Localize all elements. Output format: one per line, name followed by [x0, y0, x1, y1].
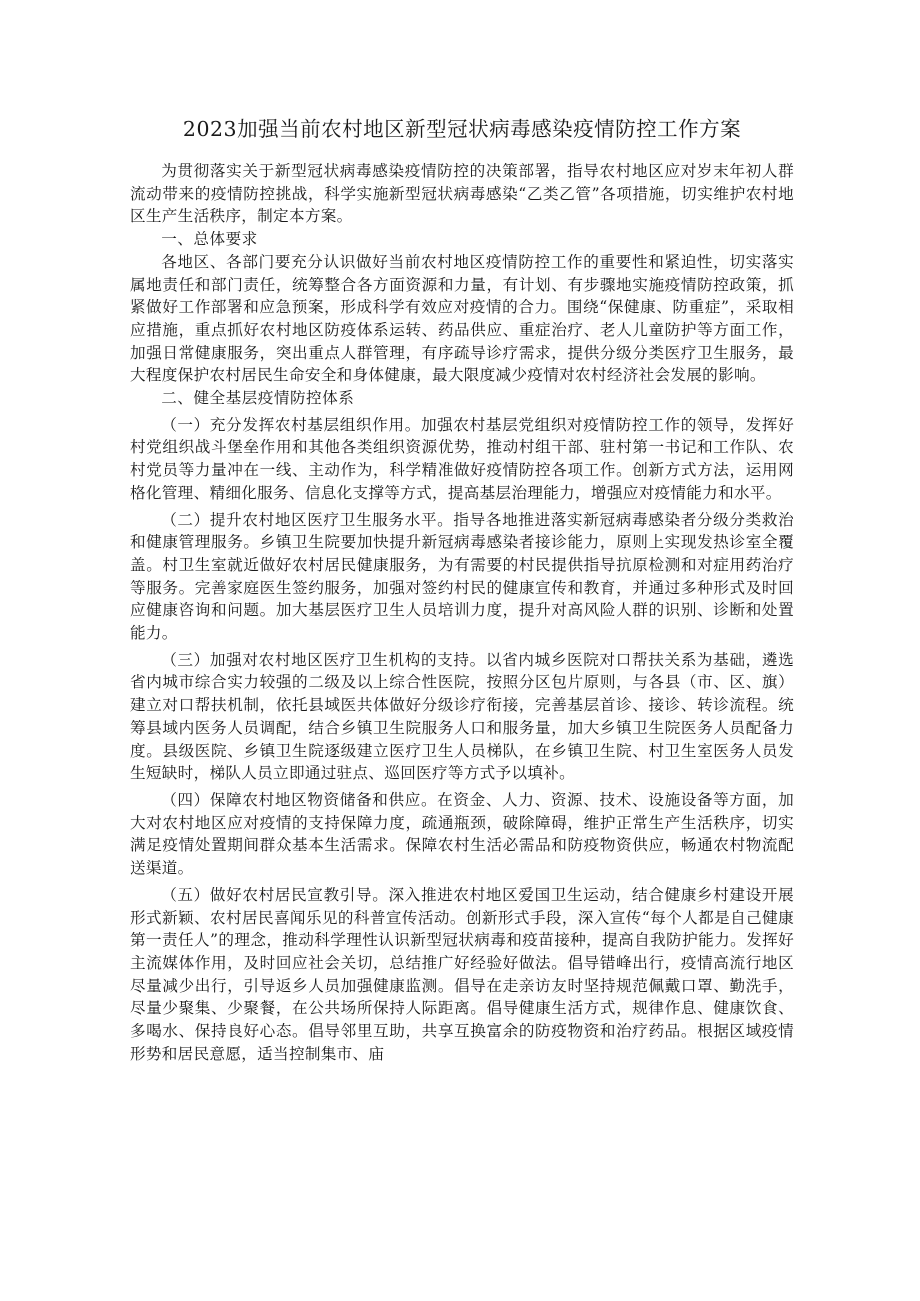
- subsection-1-paragraph: （一）充分发挥农村基层组织作用。加强农村基层党组织对疫情防控工作的领导，发挥好村党组织战斗堡垒作用和其他各类组织资源优势，推动村组干部、驻村第一书记和工作队、农村党员等力量冲在一线、主动作为，科学精准做好疫情防控各项工作。创新方式方法，运用网格化管理、精细化服务、信息化支撑等方式，提高基层治理能力，增强应对疫情能力和水平。: [130, 415, 794, 502]
- section-heading-overall-requirements: 一、总体要求: [161, 230, 258, 249]
- document-page: [130, 112, 794, 1065]
- subsection-3-paragraph: （三）加强对农村地区医疗卫生机构的支持。以省内城乡医院对口帮扶关系为基础，遴选省内城市综合实力较强的二级及以上综合性医院，按照分区包片原则，与各县（市、区、旗）建立对口帮扶机制，依托县域医共体做好分级诊疗衔接，完善基层首诊、接诊、转诊流程。统筹县域内医务人员调配，结合乡镇卫生院服务人口和服务量，加大乡镇卫生院医务人员配备力度。县级医院、乡镇卫生院逐级建立医疗卫生人员梯队，在乡镇卫生院、村卫生室医务人员发生短缺时，梯队人员立即通过驻点、巡回医疗等方式予以填补。: [130, 650, 794, 783]
- overall-requirements-paragraph: 各地区、各部门要充分认识做好当前农村地区疫情防控工作的重要性和紧迫性，切实落实属地责任和部门责任，统筹整合各方面资源和力量，有计划、有步骤地实施疫情防控政策，抓紧做好工作部署和应急预案，形成科学有效应对疫情的合力。围绕“保健康、防重症”，采取相应措施，重点抓好农村地区防疫体系运转、药品供应、重症治疗、老人儿童防护等方面工作，加强日常健康服务，突出重点人群管理，有序疏导诊疗需求，提供分级分类医疗卫生服务，最大程度保护农村居民生命安全和身体健康，最大限度减少疫情对农村经济社会发展的影响。: [130, 252, 794, 385]
- document-title: 2023加强当前农村地区新型冠状病毒感染疫情防控工作方案: [182, 117, 742, 141]
- intro-paragraph: 为贯彻落实关于新型冠状病毒感染疫情防控的决策部署，指导农村地区应对岁末年初人群流动带来的疫情防控挑战，科学实施新型冠状病毒感染“乙类乙管”各项措施，切实维护农村地区生产生活秩序，制定本方案。: [130, 162, 794, 226]
- subsection-4-paragraph: （四）保障农村地区物资储备和供应。在资金、人力、资源、技术、设施设备等方面，加大对农村地区应对疫情的支持保障力度，疏通瓶颈，破除障碍，维护正常生产生活秩序，切实满足疫情处置期间群众基本生活需求。保障农村生活必需品和防疫物资供应，畅通农村物流配送渠道。: [130, 790, 794, 878]
- subsection-2-paragraph: （二）提升农村地区医疗卫生服务水平。指导各地推进落实新冠病毒感染者分级分类救治和健康管理服务。乡镇卫生院要加快提升新冠病毒感染者接诊能力，原则上实现发热诊室全覆盖。村卫生室就近做好农村居民健康服务，为有需要的村民提供指导抗原检测和对症用药治疗等服务。完善家庭医生签约服务，加强对签约村民的健康宣传和教育，并通过多种形式及时回应健康咨询和问题。加大基层医疗卫生人员培训力度，提升对高风险人群的识别、诊断和处置能力。: [130, 510, 794, 643]
- subsection-5-paragraph: （五）做好农村居民宣教引导。深入推进农村地区爱国卫生运动，结合健康乡村建设开展形式新颖、农村居民喜闻乐见的科普宣传活动。创新形式手段，深入宣传“每个人都是自己健康第一责任人”的理念，推动科学理性认识新型冠状病毒和疫苗接种，提高自我防护能力。发挥好主流媒体作用，及时回应社会关切，总结推广好经验好做法。倡导错峰出行，疫情高流行地区尽量减少出行，引导返乡人员加强健康监测。倡导在走亲访友时坚持规范佩戴口罩、勤洗手，尽量少聚集、少聚餐，在公共场所保持人际距离。倡导健康生活方式，规律作息、健康饮食、多喝水、保持良好心态。倡导邻里互助，共享互换富余的防疫物资和治疗药品。根据区域疫情形势和居民意愿，适当控制集市、庙: [130, 885, 794, 1063]
- section-heading-grassroots-system: 二、健全基层疫情防控体系: [161, 389, 355, 408]
